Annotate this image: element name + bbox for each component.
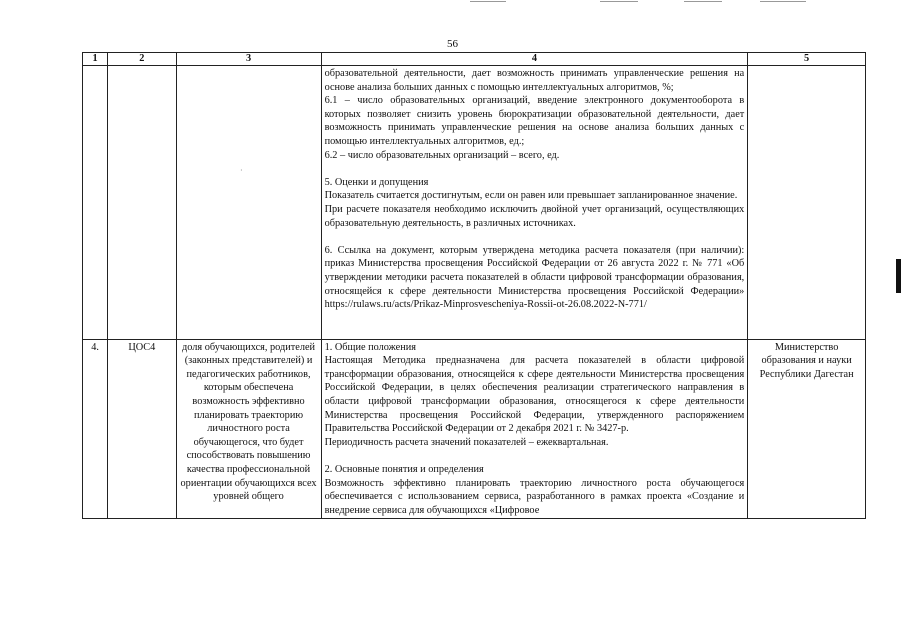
header-cell-4: 4: [321, 53, 748, 66]
indicator-row-4: [83, 339, 866, 519]
methodology-paragraph: Периодичность расчета значений показателей – ежеквартальная.: [324, 436, 609, 448]
header-cell-5: 5: [748, 53, 866, 66]
paragraph-gap: [325, 162, 745, 176]
paragraph-gap: [325, 312, 745, 338]
continuation-num-cell: [83, 66, 108, 340]
continuation-code-cell: [108, 66, 176, 340]
methodology-paragraph: образовательной деятельности, дает возможность принимать управленческие решения на основе анализа больших данных с помощью интеллектуальных алгоритмов, %;: [324, 68, 745, 93]
scan-speck: ·: [240, 166, 243, 175]
row-number: 4.: [83, 339, 108, 519]
document-link: https://rulaws.ru/acts/Prikaz-Minprosvescheniya-Rossii-ot-26.08.2022-N-771/: [324, 299, 647, 311]
page-number: 56: [447, 38, 458, 50]
continuation-name-cell: [176, 66, 321, 340]
methodology-paragraph: При расчете показателя необходимо исключить двойной учет организаций, осуществляющих образовательную деятельность, в различных источниках.: [324, 203, 745, 229]
methodology-paragraph: Показатель считается достигнутым, если он равен или превышает запланированное значение.: [324, 190, 738, 202]
header-cell-1: 1: [83, 53, 108, 66]
methodology-paragraph: Настоящая Методика предназначена для расчета показателей в области цифровой трансформации образования, относящейся к сфере деятельности Министерства просвещения Российской Федерации, в целях обеспечения реализации стратегического направления в области цифровой трансформации образования, относящегося к сфере деятельности Министерства просвещения Российской Федерации, утвержденного распоряжением Правительства Российской Федерации от 2 декабря 2021 г. № 3427-р.: [324, 355, 745, 435]
methodology-paragraph: 6.1 – число образовательных организаций, введение электронного документооборота в которых позволяет снизить уровень бюрократизации образовательной деятельности, дает возможность принимать управленческие решения на основе анализа больших данных с помощью интеллектуальных алгоритмов, ед.;: [324, 95, 745, 147]
header-cell-2: 2: [108, 53, 176, 66]
header-row: [83, 53, 866, 66]
section-heading: 2. Основные понятия и определения: [324, 464, 484, 476]
methodology-paragraph: 6.2 – число образовательных организаций – всего, ед.: [324, 149, 560, 161]
continuation-row: [83, 66, 866, 340]
continuation-responsible-cell: [748, 66, 866, 340]
scan-top-marks: [0, 0, 905, 6]
paragraph-gap: [325, 230, 745, 244]
methodology-cell: [321, 339, 748, 519]
methodology-paragraph: Возможность эффективно планировать траекторию личностного роста обучающегося обеспечивается с использованием сервиса, разработанного в рамках проекта «Создание и внедрение сервиса для обучающихся «Цифровое: [324, 477, 745, 516]
indicator-code: ЦОС4: [108, 339, 176, 519]
continuation-methodology-cell: [321, 66, 748, 340]
indicators-table: [82, 52, 866, 519]
paragraph-gap: [325, 449, 745, 463]
scan-edge-mark: [896, 259, 901, 293]
indicator-name: доля обучающихся, родителей (законных представителей) и педагогических работников, которым обеспечена возможность эффективно планировать траекторию личностного роста обучающегося, что будет способствовать повышению качества профессиональной ориентации обучающихся всех уровней общего: [176, 339, 321, 519]
header-cell-3: 3: [176, 53, 321, 66]
section-heading: 5. Оценки и допущения: [324, 176, 429, 188]
methodology-paragraph: 6. Ссылка на документ, которым утверждена методика расчета показателя (при наличии): приказ Министерства просвещения Российской Федерации от 26 августа 2022 г. № 771 «Об утверждении методики расчета показателей в области цифровой трансформации образования, относящейся к сфере деятельности Министерства просвещения Российской Федерации»: [324, 244, 745, 297]
section-heading: 1. Общие положения: [324, 341, 416, 353]
responsible-agency: Министерство образования и науки Республики Дагестан: [748, 339, 866, 519]
